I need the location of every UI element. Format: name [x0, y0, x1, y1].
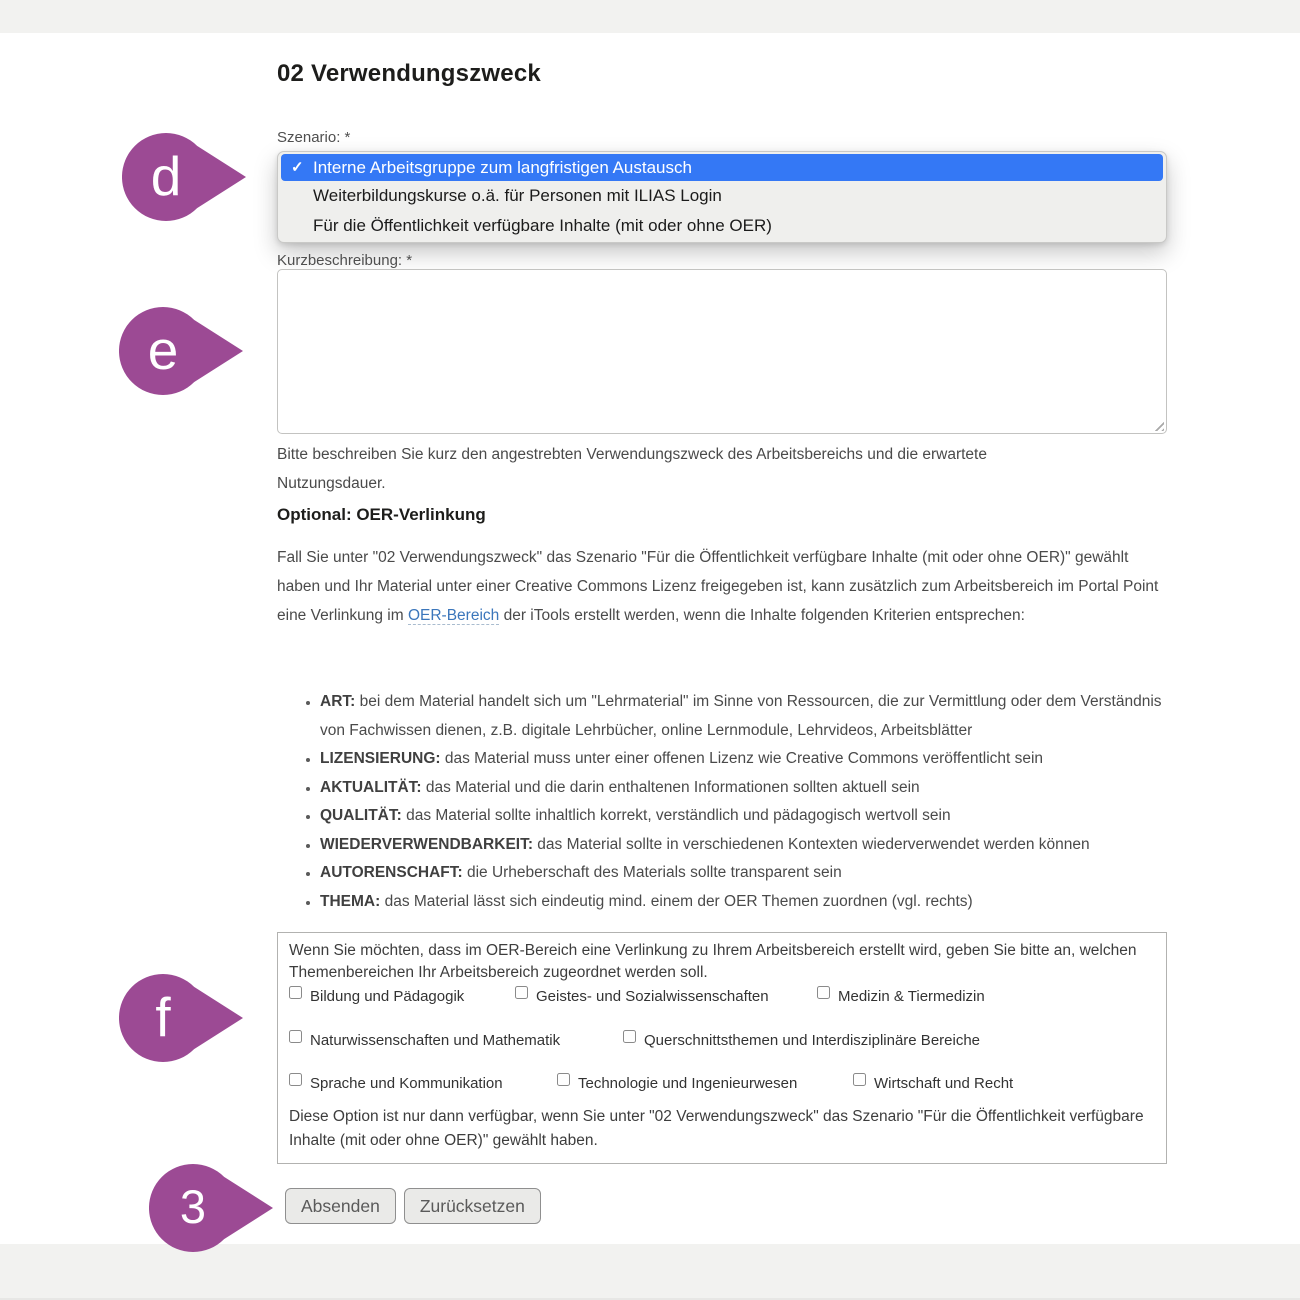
topic-checkbox-item[interactable]: Naturwissenschaften und Mathematik [289, 1029, 560, 1046]
scenario-option-label: Weiterbildungskurse o.ä. für Personen mit ILIAS Login [313, 186, 722, 205]
scenario-dropdown-open[interactable] [277, 151, 1167, 243]
checkbox-row-1 [278, 985, 1166, 1007]
description-help-text: Bitte beschreiben Sie kurz den angestrebten Verwendungszweck des Arbeitsbereichs und die erwartete Nutzungsdauer. [277, 446, 987, 492]
checkbox-icon[interactable] [853, 1073, 866, 1086]
topic-checkbox-item[interactable]: Wirtschaft und Recht [853, 1072, 1013, 1089]
checkbox-icon[interactable] [557, 1073, 570, 1086]
oer-intro-paragraph [277, 543, 1170, 630]
scenario-option-label: Interne Arbeitsgruppe zum langfristigen Austausch [313, 158, 692, 177]
checkbox-icon[interactable] [515, 986, 528, 999]
checkbox-icon[interactable] [289, 986, 302, 999]
criteria-item: • AUTORENSCHAFT: die Urheberschaft des Materials sollte transparent sein [320, 859, 1167, 888]
oer-intro-after: der iTools erstellt werden, wenn die Inhalte folgenden Kriterien entsprechen: [499, 607, 1025, 624]
topics-box-note: Diese Option ist nur dann verfügbar, wenn Sie unter "02 Verwendungszweck" das Szenario "Für die Öffentlichkeit verfügbare Inhalte (mit oder ohne OER)" gewählt haben. [289, 1108, 1144, 1149]
scenario-option-2[interactable] [278, 181, 1166, 211]
submit-button[interactable]: Absenden [285, 1188, 396, 1224]
oer-topics-box [277, 932, 1167, 1164]
oer-section-heading: Optional: OER-Verlinkung [277, 505, 486, 524]
description-label: Kurzbeschreibung: * [277, 252, 413, 269]
scenario-option-3[interactable] [278, 211, 1166, 241]
description-textarea-wrap [277, 269, 1167, 434]
checkmark-icon: ✓ [291, 159, 304, 176]
annotation-marker-label: d [150, 145, 182, 207]
scenario-label: Szenario: * [277, 129, 351, 146]
annotation-marker-label: 3 [179, 1180, 207, 1233]
topic-checkbox-item[interactable]: Sprache und Kommunikation [289, 1072, 503, 1089]
annotation-marker-f [119, 974, 245, 1062]
annotation-marker-d [122, 133, 248, 221]
description-textarea[interactable] [277, 269, 1167, 434]
criteria-item: • LIZENSIERUNG: das Material muss unter einer offenen Lizenz wie Creative Commons veröffentlicht sein [320, 745, 1167, 774]
topic-checkbox-item[interactable]: Technologie und Ingenieurwesen [557, 1072, 797, 1089]
bottom-background-strip [0, 1244, 1300, 1300]
oer-criteria-list [277, 688, 1167, 916]
criteria-item: • AKTUALITÄT: das Material und die darin enthaltenen Informationen sollten aktuell sein [320, 774, 1167, 803]
annotation-marker-e [119, 307, 245, 395]
topic-checkbox-item[interactable]: Geistes- und Sozialwissenschaften [515, 985, 769, 1002]
annotation-marker-label: f [155, 986, 171, 1048]
checkbox-icon[interactable] [289, 1030, 302, 1043]
reset-button[interactable]: Zurücksetzen [404, 1188, 541, 1224]
oer-bereich-link[interactable]: OER-Bereich [407, 607, 500, 624]
scenario-option-label: Für die Öffentlichkeit verfügbare Inhalte (mit oder ohne OER) [313, 216, 772, 235]
topic-checkbox-item[interactable]: Bildung und Pädagogik [289, 985, 464, 1002]
annotation-marker-3 [149, 1164, 275, 1252]
criteria-item: • WIEDERVERWENDBARKEIT: das Material sollte in verschiedenen Kontexten wiederverwendet werden können [320, 831, 1167, 860]
scenario-option-selected[interactable] [281, 154, 1163, 181]
page-title: 02 Verwendungszweck [277, 60, 541, 87]
checkbox-icon[interactable] [289, 1073, 302, 1086]
topic-checkbox-item[interactable]: Querschnittsthemen und Interdisziplinäre Bereiche [623, 1029, 980, 1046]
annotation-marker-label: e [147, 319, 179, 381]
top-background-strip [0, 0, 1300, 33]
oer-intro-before: Fall Sie unter "02 Verwendungszweck" das Szenario "Für die Öffentlichkeit verfügbare Inhalte (mit oder ohne OER)" gewählt haben und Ihr Material unter einer Creative Commons Lizenz freigegeben ist, kann zusätzlich zum Arbeitsbereich im Portal Point eine Verlinkung im [277, 549, 1159, 624]
criteria-item: • ART: bei dem Material handelt sich um "Lehrmaterial" im Sinne von Ressourcen, die zur Vermittlung oder dem Verständnis von Fachwissen dienen, z.B. digitale Lehrbücher, online Lernmodule, Lehrvideos, Arbeitsblätter [320, 688, 1167, 745]
topic-checkbox-item[interactable]: Medizin & Tiermedizin [817, 985, 985, 1002]
criteria-item: • QUALITÄT: das Material sollte inhaltlich korrekt, verständlich und pädagogisch wertvoll sein [320, 802, 1167, 831]
checkbox-icon[interactable] [817, 986, 830, 999]
form-buttons [285, 1188, 541, 1224]
topics-box-intro: Wenn Sie möchten, dass im OER-Bereich eine Verlinkung zu Ihrem Arbeitsbereich erstellt wird, geben Sie bitte an, welchen Themenbereichen Ihr Arbeitsbereich zugeordnet werden soll. [289, 942, 1137, 981]
checkbox-row-3 [278, 1072, 1166, 1094]
criteria-item: • THEMA: das Material lässt sich eindeutig mind. einem der OER Themen zuordnen (vgl. rechts) [320, 888, 1167, 917]
checkbox-icon[interactable] [623, 1030, 636, 1043]
checkbox-row-2 [278, 1029, 1166, 1051]
